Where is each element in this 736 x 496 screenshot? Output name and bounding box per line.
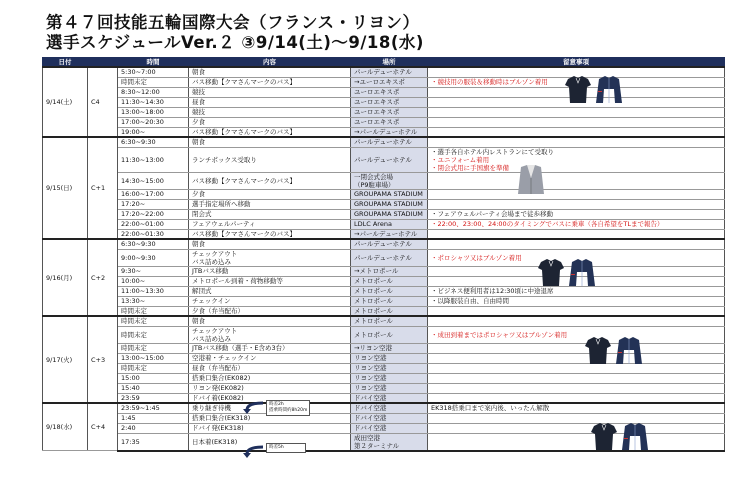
place-cell: [351, 127, 428, 137]
header-cday: [88, 58, 118, 68]
time-cell: 時間未定: [118, 363, 189, 373]
content-text: JTBバス移動: [192, 267, 229, 275]
content-text: ドバイ着(EK082): [192, 393, 244, 402]
note-text: ・ビジネス便利用者は12:30頃に中途退席: [431, 287, 554, 295]
note-text: ・競技用の服装＆移動時はブルゾン着用: [431, 78, 548, 86]
content-text: バス移動【クマさんマークのバス】: [192, 176, 296, 185]
content-text: バス移動【クマさんマークのバス】: [192, 229, 296, 238]
table-row: [43, 383, 725, 393]
time-cell: 13:00~15:00: [118, 353, 189, 363]
schedule-table: [42, 57, 725, 452]
time-diff-note-2-line1: 時差5h: [269, 445, 284, 450]
table-row: [43, 393, 725, 403]
place-cell: [351, 423, 428, 433]
note-cell: [428, 107, 725, 117]
table-row: [43, 229, 725, 239]
header-place: 場所: [351, 58, 428, 68]
place-text: →リヨン空港: [354, 344, 392, 352]
time-cell: 5:30~7:00: [118, 67, 189, 77]
competition-day-cell: C+3: [88, 316, 118, 403]
place-text: メトロポール: [354, 330, 393, 339]
title-line-2: 選手スケジュールVer.２ ③9/14(土)〜9/18(水): [46, 33, 424, 52]
place-text: メトロポール: [354, 306, 393, 315]
content-text: 日本着(EK318): [192, 437, 238, 446]
place-text: ユーロエキスポ: [354, 118, 400, 126]
time-cell: 6:30~9:30: [118, 239, 189, 249]
time-cell: 11:30~13:00: [118, 147, 189, 172]
note-line: ・ユニフォーム着用: [431, 155, 490, 164]
time-cell: 14:30~15:00: [118, 172, 189, 189]
table-row: [43, 276, 725, 286]
time-cell: 10:00~: [118, 276, 189, 286]
table-row: [43, 209, 725, 219]
content-cell: [189, 266, 351, 276]
note-cell: [428, 403, 725, 413]
place-text: パールデューホテル: [354, 253, 412, 262]
content-text-2: バス詰め込み: [192, 334, 231, 343]
note-cell: [428, 189, 725, 199]
place-text: →メトロポール: [354, 267, 399, 275]
curved-arrow-icon: [243, 445, 265, 459]
content-cell: [189, 423, 351, 433]
table-row: [43, 172, 725, 189]
table-row: [43, 403, 725, 413]
content-cell: [189, 87, 351, 97]
place-cell: [351, 209, 428, 219]
place-text-2: 第２ターミナル: [354, 441, 400, 450]
content-cell: [189, 343, 351, 353]
note-cell: [428, 433, 725, 451]
content-cell: [189, 189, 351, 199]
content-cell: [189, 117, 351, 127]
content-text: 朝食: [192, 317, 205, 326]
content-cell: [189, 77, 351, 87]
place-text: ドバイ空港: [354, 414, 387, 422]
time-diff-note-1-line2: 搭乗時間約8h20m: [269, 408, 308, 413]
content-text: フェアウェルパーティ: [192, 220, 256, 228]
content-text: 夕食: [192, 118, 205, 126]
place-cell: [351, 189, 428, 199]
content-text: 朝食: [192, 68, 205, 77]
place-text: GROUPAMA STADIUM: [354, 200, 423, 208]
note-cell: [428, 172, 725, 189]
place-text: パールデューホテル: [354, 155, 412, 164]
note-cell: [428, 209, 725, 219]
time-cell: 時間未定: [118, 326, 189, 343]
content-text: 閉会式: [192, 210, 212, 218]
place-text: ドバイ空港: [354, 424, 387, 432]
place-cell: [351, 286, 428, 296]
note-cell: [428, 219, 725, 229]
uniform-icons-day1: [564, 75, 624, 105]
place-text: 成田空港: [354, 433, 380, 442]
date-cell: 9/16(月): [43, 239, 88, 316]
content-cell: [189, 276, 351, 286]
place-text: リヨン空港: [354, 374, 387, 382]
content-text: バス移動【クマさんマークのバス】: [192, 127, 296, 136]
table-row: [43, 127, 725, 137]
content-text: リヨン発(EK082): [192, 384, 244, 392]
place-cell: [351, 266, 428, 276]
place-text: ユーロエキスポ: [354, 98, 400, 106]
table-row: [43, 286, 725, 296]
table-row: [43, 189, 725, 199]
note-cell: [428, 363, 725, 373]
place-text: メトロポール: [354, 287, 393, 295]
content-text: 朝食: [192, 138, 205, 147]
time-cell: 1:45: [118, 413, 189, 423]
note-cell: [428, 199, 725, 209]
time-cell: 13:30~: [118, 296, 189, 306]
place-text-2: （P9駐車場）: [354, 180, 395, 189]
place-text: →ユーロエキスポ: [354, 78, 405, 86]
note-cell: [428, 296, 725, 306]
content-cell: [189, 373, 351, 383]
table-row: [43, 316, 725, 326]
time-cell: 19:00~: [118, 127, 189, 137]
place-cell: [351, 276, 428, 286]
curved-arrow-icon: [243, 401, 265, 415]
time-cell: 17:35: [118, 433, 189, 451]
note-text: EK318搭乗口まで案内後、いったん解散: [431, 404, 550, 413]
table-row: [43, 117, 725, 127]
content-cell: [189, 249, 351, 266]
content-text: 昼食（弁当配布）: [192, 364, 244, 372]
content-text: 夕食（弁当配布）: [192, 306, 244, 315]
place-text: →パールデューホテル: [354, 127, 418, 136]
note-text: ・ポロシャツ又はブルゾン着用: [431, 253, 522, 262]
time-cell: 22:00~01:30: [118, 229, 189, 239]
place-text: ユーロエキスポ: [354, 88, 400, 96]
content-cell: [189, 383, 351, 393]
uniform-icons-day3: [537, 258, 597, 288]
time-cell: 時間未定: [118, 306, 189, 316]
competition-day-cell: C+2: [88, 239, 118, 316]
place-cell: [351, 413, 428, 423]
content-cell: [189, 219, 351, 229]
content-cell: [189, 353, 351, 363]
place-cell: [351, 373, 428, 383]
jacket-icon: [569, 259, 595, 286]
place-cell: [351, 77, 428, 87]
place-cell: [351, 87, 428, 97]
content-text: 競技: [192, 88, 205, 96]
time-cell: 8:30~12:00: [118, 87, 189, 97]
content-text: 夕食: [192, 190, 205, 198]
content-cell: [189, 147, 351, 172]
date-cell: 9/15(日): [43, 137, 88, 239]
note-cell: [428, 353, 725, 363]
content-cell: [189, 306, 351, 316]
note-cell: [428, 373, 725, 383]
polo-shirt-icon: [565, 76, 591, 103]
note-text: ・以降服装自由、自由時間: [431, 297, 509, 305]
place-text: ユーロエキスポ: [354, 108, 400, 116]
table-row: [43, 219, 725, 229]
jacket-icon: [622, 423, 648, 450]
content-text: バス移動【クマさんマークのバス】: [192, 78, 296, 86]
content-cell: [189, 239, 351, 249]
header-content: 内容: [189, 58, 351, 68]
note-cell: [428, 316, 725, 326]
time-cell: 11:30~14:30: [118, 97, 189, 107]
content-text: 空港着・チェックイン: [192, 354, 257, 362]
table-row: [43, 239, 725, 249]
content-cell: [189, 137, 351, 147]
time-diff-note-1: [266, 400, 310, 416]
place-cell: [351, 343, 428, 353]
place-cell: [351, 433, 428, 451]
content-cell: [189, 97, 351, 107]
place-cell: [351, 107, 428, 117]
place-cell: [351, 229, 428, 239]
content-cell: [189, 209, 351, 219]
content-text: 朝食: [192, 240, 205, 249]
table-row: [43, 296, 725, 306]
date-cell: 9/18(水): [43, 403, 88, 451]
table-row: [43, 266, 725, 276]
place-cell: [351, 353, 428, 363]
header-time: 時間: [118, 58, 189, 68]
note-cell: [428, 306, 725, 316]
uniform-icons-day4: [584, 336, 644, 366]
content-cell: [189, 326, 351, 343]
note-cell: [428, 393, 725, 403]
title-line-1: 第４７回技能五輪国際大会（フランス・リヨン）: [46, 13, 420, 32]
note-cell: [428, 413, 725, 423]
content-cell: [189, 199, 351, 209]
content-text: 昼食: [192, 98, 205, 106]
content-text: チェックアウト: [192, 326, 238, 335]
note-cell: [428, 117, 725, 127]
place-cell: [351, 97, 428, 107]
date-cell: 9/14(土): [43, 67, 88, 137]
content-cell: [189, 107, 351, 117]
time-cell: 17:20~22:00: [118, 209, 189, 219]
header-date: 日付: [43, 58, 88, 68]
note-text: ・成田到着まではポロシャツ又はブルゾン着用: [431, 330, 568, 339]
content-cell: [189, 296, 351, 306]
note-cell: [428, 147, 725, 172]
time-cell: 11:00~13:30: [118, 286, 189, 296]
polo-shirt-icon: [538, 259, 564, 286]
competition-day-cell: C4: [88, 67, 118, 137]
polo-shirt-icon: [585, 337, 611, 364]
place-text: メトロポール: [354, 277, 393, 285]
note-line: ・閉会式用に手国旗を準備: [431, 163, 509, 172]
polo-shirt-icon: [591, 423, 617, 450]
content-text-2: バス詰め込み: [192, 257, 231, 266]
time-cell: 17:20~: [118, 199, 189, 209]
place-cell: [351, 147, 428, 172]
time-cell: 時間未定: [118, 343, 189, 353]
table-row: [43, 306, 725, 316]
time-diff-note-1-line1: 時差2h: [269, 402, 284, 407]
note-text: ・フェアウェルパーティ会場まで徒歩移動: [431, 210, 553, 218]
table-row: [43, 199, 725, 209]
competition-day-cell: C+4: [88, 403, 118, 451]
place-cell: [351, 393, 428, 403]
place-cell: [351, 403, 428, 413]
note-cell: [428, 229, 725, 239]
place-text: リヨン空港: [354, 354, 387, 362]
content-cell: [189, 229, 351, 239]
blazer-icon: [517, 164, 545, 196]
time-cell: 9:30~: [118, 266, 189, 276]
place-text: ドバイ空港: [354, 404, 387, 413]
note-cell: [428, 383, 725, 393]
content-cell: [189, 363, 351, 373]
place-text: リヨン空港: [354, 364, 387, 372]
place-cell: [351, 219, 428, 229]
place-text: →パールデューホテル: [354, 229, 418, 238]
content-text: メトロポール到着・荷物移動等: [192, 277, 283, 285]
content-text: 搭乗口集合(EK082): [192, 374, 251, 382]
note-text: ・22:00、23:00、24:00のタイミングでバスに乗車（各自希望をTLまで報告）: [431, 220, 664, 228]
place-cell: [351, 137, 428, 147]
place-text: GROUPAMA STADIUM: [354, 210, 423, 218]
date-cell: 9/17(火): [43, 316, 88, 403]
table-row: [43, 373, 725, 383]
time-cell: 時間未定: [118, 316, 189, 326]
time-cell: 17:00~20:30: [118, 117, 189, 127]
table-row: [43, 147, 725, 172]
time-cell: 16:00~17:00: [118, 189, 189, 199]
note-cell: [428, 326, 725, 343]
content-text: 解団式: [192, 287, 212, 295]
content-text: 選手指定場所へ移動: [192, 200, 251, 208]
place-cell: [351, 117, 428, 127]
time-cell: 2:40: [118, 423, 189, 433]
time-diff-note-2: [266, 443, 306, 453]
table-row: [43, 137, 725, 147]
place-text: ドバイ空港: [354, 393, 387, 402]
time-cell: 15:40: [118, 383, 189, 393]
content-text: チェックアウト: [192, 249, 238, 258]
content-text: JTBバス移動（選手・E含め3台）: [192, 344, 289, 352]
place-text: メトロポール: [354, 297, 393, 305]
place-text: GROUPAMA STADIUM: [354, 190, 423, 198]
place-text: LDLC Arena: [354, 220, 392, 228]
place-cell: [351, 326, 428, 343]
time-cell: 23:59~1:45: [118, 403, 189, 413]
time-cell: 9:00~9:30: [118, 249, 189, 266]
content-cell: [189, 172, 351, 189]
place-cell: [351, 199, 428, 209]
time-cell: 6:30~9:30: [118, 137, 189, 147]
table-row: [43, 249, 725, 266]
note-cell: [428, 423, 725, 433]
content-text: チェックイン: [192, 297, 231, 305]
note-cell: [428, 343, 725, 353]
time-cell: 15:00: [118, 373, 189, 383]
place-cell: [351, 306, 428, 316]
content-cell: [189, 316, 351, 326]
place-cell: [351, 296, 428, 306]
header-row: [43, 58, 725, 68]
jacket-icon: [596, 76, 622, 103]
note-cell: [428, 127, 725, 137]
time-cell: 22:00~01:00: [118, 219, 189, 229]
header-note: 留意事項: [428, 58, 725, 68]
note-line: ・選手各自ホテル内レストランにて受取り: [431, 147, 554, 156]
time-cell: 時間未定: [118, 77, 189, 87]
place-cell: [351, 249, 428, 266]
content-text: 乗り継ぎ待機: [192, 404, 231, 413]
place-text: パールデューホテル: [354, 68, 412, 77]
table-row: [43, 107, 725, 117]
content-cell: [189, 286, 351, 296]
time-cell: 23:59: [118, 393, 189, 403]
place-cell: [351, 363, 428, 373]
content-text: ランチボックス受取り: [192, 155, 257, 164]
content-text: 搭乗口集合(EK318): [192, 414, 251, 422]
place-text: メトロポール: [354, 317, 393, 326]
content-cell: [189, 67, 351, 77]
time-cell: 13:00~18:00: [118, 107, 189, 117]
content-cell: [189, 127, 351, 137]
content-text: 競技: [192, 108, 205, 116]
place-cell: [351, 172, 428, 189]
content-text: ドバイ発(EK318): [192, 424, 244, 432]
note-cell: [428, 239, 725, 249]
place-cell: [351, 67, 428, 77]
place-cell: [351, 316, 428, 326]
place-text: パールデューホテル: [354, 240, 412, 249]
place-text: リヨン空港: [354, 384, 387, 392]
place-text: パールデューホテル: [354, 138, 412, 147]
place-text: 一閉会式会場: [354, 172, 393, 181]
uniform-icons-day5: [590, 422, 650, 452]
jacket-icon: [616, 337, 642, 364]
note-cell: [428, 137, 725, 147]
competition-day-cell: C+1: [88, 137, 118, 239]
place-cell: [351, 239, 428, 249]
place-cell: [351, 383, 428, 393]
